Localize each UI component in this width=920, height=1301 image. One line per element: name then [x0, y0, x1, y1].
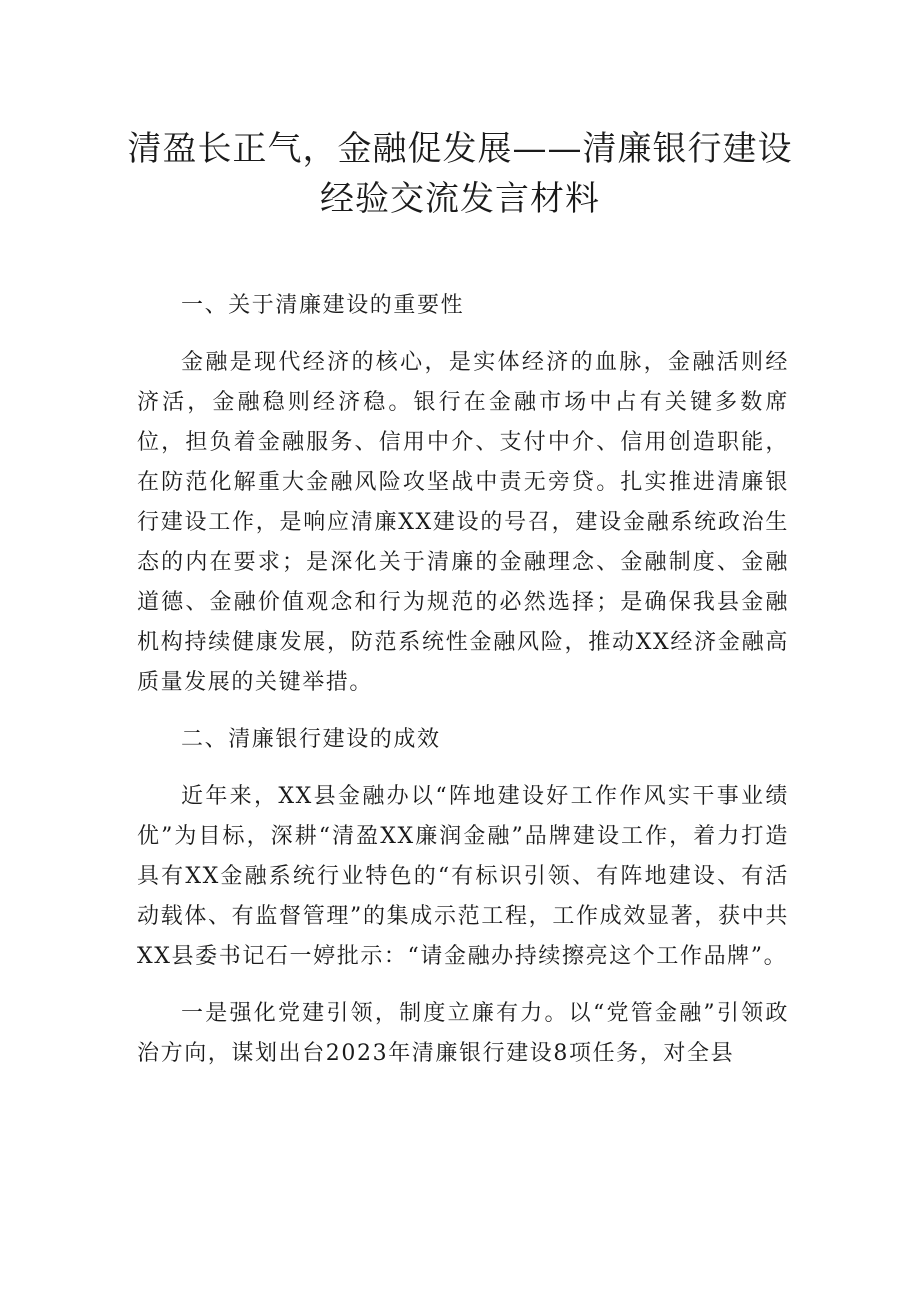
section-heading-2: 二、清廉银行建设的成效: [181, 727, 441, 752]
title-line-1: 清盈长正气，金融促发展——清廉银行建设: [127, 129, 793, 169]
document-title: [110, 124, 810, 224]
section-heading-1: 一、关于清廉建设的重要性: [181, 293, 465, 318]
title-line-2: 经验交流发言材料: [320, 179, 600, 219]
paragraph-party-building: 一是强化党建引领，制度立廉有力。以“党管金融”引领政治方向，谋划出台2023年清廉银行建设8项任务，对全县: [137, 1001, 789, 1066]
paragraph-importance: 金融是现代经济的核心，是实体经济的血脉，金融活则经济活，金融稳则经济稳。银行在金融市场中占有关键多数席位，担负着金融服务、信用中介、支付中介、信用创造职能，在防范化解重大金融风险攻坚战中责无旁贷。扎实推进清廉银行建设工作，是响应清廉XX建设的号召，建设金融系统政治生态的内在要求；是深化关于清廉的金融理念、金融制度、金融道德、金融价值观念和行为规范的必然选择；是确保我县金融机构持续健康发展，防范系统性金融风险，推动XX经济金融高质量发展的关键举措。: [137, 350, 789, 695]
paragraph-achievements: 近年来，XX县金融办以“阵地建设好工作作风实干事业绩优”为目标，深耕“清盈XX廉润金融”品牌建设工作，着力打造具有XX金融系统行业特色的“有标识引领、有阵地建设、有活动载体、有监督管理”的集成示范工程，工作成效显著，获中共XX县委书记石一婷批示：“请金融办持续擦亮这个工作品牌”。: [137, 784, 789, 969]
document-body: [137, 286, 789, 1091]
